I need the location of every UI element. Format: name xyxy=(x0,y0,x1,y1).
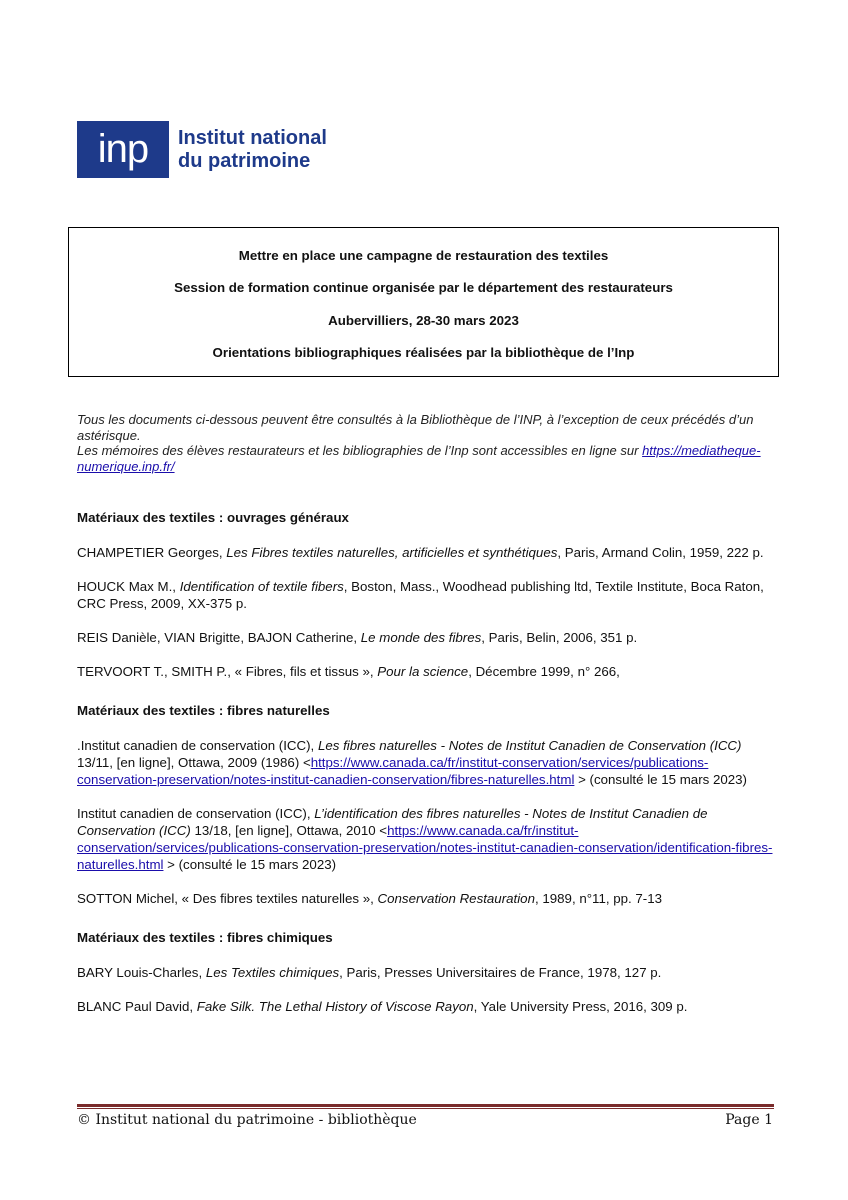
footer-divider-thin xyxy=(77,1108,774,1109)
entry-consulted: > (consulté le 15 mars 2023) xyxy=(574,772,747,787)
entry-title: Fake Silk. The Lethal History of Viscose Rayon xyxy=(196,999,474,1014)
entry-details: , 1989, n°11, pp. 7-13 xyxy=(534,891,663,906)
title-line-4: Orientations bibliographiques réalisées par la bibliothèque de l’Inp xyxy=(212,345,635,360)
section-heading: Matériaux des textiles : ouvrages généraux xyxy=(77,510,349,525)
entry-title: Pour la science xyxy=(377,664,469,679)
bibliography-entry xyxy=(77,890,777,907)
bibliography-entry xyxy=(77,578,777,612)
logo-wordmark xyxy=(178,127,327,173)
entry-author: BLANC Paul David, xyxy=(77,999,197,1014)
entry-link[interactable]: https://www.canada.ca/fr/institut-conservation/services/publications-conservation-preservation/notes-institut-canadien-conservation/fibres-naturelles.html xyxy=(77,755,709,787)
entry-author: BARY Louis-Charles, xyxy=(77,965,206,980)
footer-page-number: Page 1 xyxy=(725,1112,773,1128)
entry-author: REIS Danièle, VIAN Brigitte, BAJON Catherine, xyxy=(77,630,361,645)
entry-title: Conservation Restauration xyxy=(377,891,535,906)
footer-divider-thick xyxy=(77,1104,774,1107)
bibliography-entry xyxy=(77,629,777,646)
intro-paragraph-2 xyxy=(77,443,777,474)
intro-note xyxy=(77,412,777,474)
section-heading: Matériaux des textiles : fibres chimiques xyxy=(77,930,333,945)
intro-paragraph-1: Tous les documents ci-dessous peuvent être consultés à la Bibliothèque de l’INP, à l’exception de ceux précédés d’un astérisque. xyxy=(77,412,754,443)
bibliography-entry xyxy=(77,544,777,561)
entry-details: , Décembre 1999, n° 266, xyxy=(468,664,620,679)
entry-author: CHAMPETIER Georges, xyxy=(77,545,227,560)
footer-copyright: © Institut national du patrimoine - bibliothèque xyxy=(77,1112,417,1128)
intro-paragraph-2-text: Les mémoires des élèves restaurateurs et les bibliographies de l’Inp sont accessibles en ligne sur xyxy=(77,443,643,458)
entry-details: 13/11, [en ligne], Ottawa, 2009 (1986) < xyxy=(77,755,311,770)
mediatheque-link[interactable]: https://mediatheque-numerique.inp.fr/ xyxy=(77,443,761,474)
bibliography-entry xyxy=(77,663,777,680)
title-line-1: Mettre en place une campagne de restauration des textiles xyxy=(238,248,609,263)
entry-title: L’identification des fibres naturelles - Notes de Institut Canadien de Conservation (ICC) xyxy=(77,806,708,838)
title-line-3: Aubervilliers, 28-30 mars 2023 xyxy=(328,313,519,328)
logo-line-2: du patrimoine xyxy=(178,150,311,172)
entry-title: Les Fibres textiles naturelles, artificielles et synthétiques xyxy=(226,545,558,560)
entry-consulted: > (consulté le 15 mars 2023) xyxy=(163,857,337,872)
entry-author: HOUCK Max M., xyxy=(77,579,180,594)
title-box xyxy=(68,227,779,377)
entry-title: Les Textiles chimiques xyxy=(205,965,340,980)
bibliography-entry xyxy=(77,805,777,873)
entry-details: , Paris, Presses Universitaires de France, 1978, 127 p. xyxy=(339,965,662,980)
bibliography-section xyxy=(77,509,777,680)
entry-details: , Yale University Press, 2016, 309 p. xyxy=(473,999,688,1014)
bibliography-entry xyxy=(77,737,777,788)
section-heading: Matériaux des textiles : fibres naturelles xyxy=(77,703,330,718)
logo-mark: inp xyxy=(77,121,169,178)
entry-author: TERVOORT T., SMITH P., « Fibres, fils et tissus », xyxy=(77,664,378,679)
title-line-2: Session de formation continue organisée par le département des restaurateurs xyxy=(174,280,673,295)
entry-title: Le monde des fibres xyxy=(360,630,482,645)
bibliography-entry xyxy=(77,964,777,981)
entry-details: , Paris, Armand Colin, 1959, 222 p. xyxy=(557,545,764,560)
entry-details: 13/18, [en ligne], Ottawa, 2010 < xyxy=(190,823,388,838)
inp-logo xyxy=(77,121,347,179)
bibliography-entry xyxy=(77,998,777,1015)
entry-author: SOTTON Michel, « Des fibres textiles naturelles », xyxy=(77,891,378,906)
bibliography xyxy=(77,509,777,1037)
entry-details: , Boston, Mass., Woodhead publishing ltd, Textile Institute, Boca Raton, CRC Press, 2009, XX-375 p. xyxy=(77,579,764,611)
entry-author: .Institut canadien de conservation (ICC), xyxy=(77,738,318,753)
entry-link[interactable]: https://www.canada.ca/fr/institut-conservation/services/publications-conservation-preservation/notes-institut-canadien-conservation/identification-fibres-naturelles.html xyxy=(77,823,773,872)
bibliography-section xyxy=(77,929,777,1015)
logo-line-1: Institut national xyxy=(178,127,327,149)
entry-details: , Paris, Belin, 2006, 351 p. xyxy=(481,630,638,645)
bibliography-section xyxy=(77,702,777,907)
entry-author: Institut canadien de conservation (ICC), xyxy=(77,806,315,821)
entry-title: Les fibres naturelles - Notes de Institut Canadien de Conservation (ICC) xyxy=(317,738,742,753)
entry-title: Identification of textile fibers xyxy=(179,579,344,594)
